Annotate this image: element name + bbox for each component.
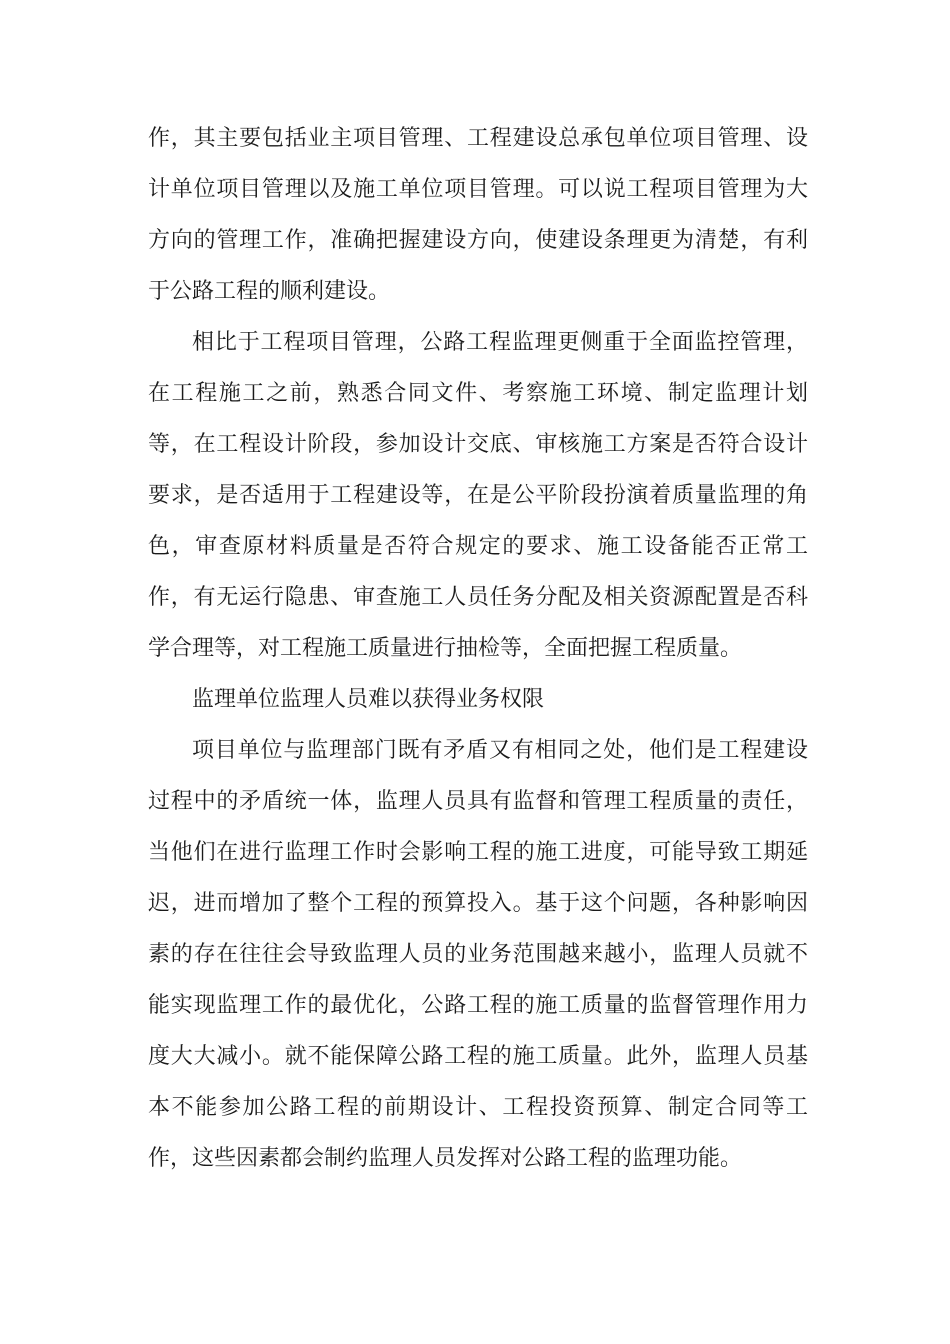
text-line: 当他们在进行监理工作时会影响工程的施工进度，可能导致工期延 [148, 840, 808, 865]
paragraph [148, 725, 808, 1184]
text-line: 于公路工程的顺利建设。 [148, 279, 391, 304]
text-line: 过程中的矛盾统一体，监理人员具有监督和管理工程质量的责任， [148, 789, 808, 814]
document-body [148, 113, 808, 1184]
text-line: 在工程施工之前，熟悉合同文件、考察施工环境、制定监理计划 [148, 381, 808, 406]
paragraph [148, 317, 808, 674]
text-line: 学合理等，对工程施工质量进行抽检等，全面把握工程质量。 [148, 636, 743, 661]
text-line: 方向的管理工作，准确把握建设方向，使建设条理更为清楚，有利 [148, 228, 808, 253]
text-line: 相比于工程项目管理，公路工程监理更侧重于全面监控管理， [192, 330, 808, 355]
text-line: 色，审查原材料质量是否符合规定的要求、施工设备能否正常工 [148, 534, 808, 559]
text-line: 能实现监理工作的最优化，公路工程的施工质量的监督管理作用力 [148, 993, 808, 1018]
text-line: 作，这些因素都会制约监理人员发挥对公路工程的监理功能。 [148, 1146, 743, 1171]
heading-text: 监理单位监理人员难以获得业务权限 [192, 687, 545, 712]
section-heading [148, 674, 808, 725]
paragraph [148, 113, 808, 317]
text-line: 度大大减小。就不能保障公路工程的施工质量。此外，监理人员基 [148, 1044, 808, 1069]
text-line: 作，有无运行隐患、审查施工人员任务分配及相关资源配置是否科 [148, 585, 808, 610]
text-line: 项目单位与监理部门既有矛盾又有相同之处，他们是工程建设 [192, 738, 808, 763]
text-line: 迟，进而增加了整个工程的预算投入。基于这个问题，各种影响因 [148, 891, 808, 916]
text-line: 要求，是否适用于工程建设等，在是公平阶段扮演着质量监理的角 [148, 483, 808, 508]
text-line: 等，在工程设计阶段，参加设计交底、审核施工方案是否符合设计 [148, 432, 808, 457]
text-line: 作，其主要包括业主项目管理、工程建设总承包单位项目管理、设 [148, 126, 808, 151]
text-line: 计单位项目管理以及施工单位项目管理。可以说工程项目管理为大 [148, 177, 808, 202]
text-line: 本不能参加公路工程的前期设计、工程投资预算、制定合同等工 [148, 1095, 808, 1120]
text-line: 素的存在往往会导致监理人员的业务范围越来越小，监理人员就不 [148, 942, 808, 967]
